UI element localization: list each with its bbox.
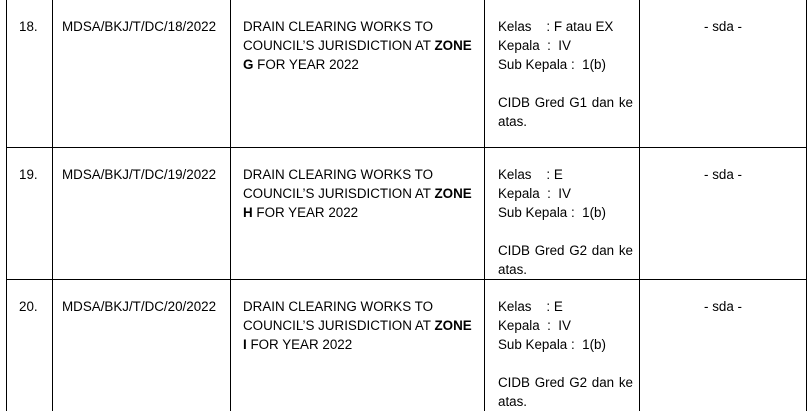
sub-kepala-line: Sub Kepala : 1(b) <box>498 205 606 220</box>
remark: - sda - <box>704 167 742 182</box>
cidb-grade: CIDB Gred G2 dan ke atas. <box>498 375 633 409</box>
tender-table <box>6 0 807 411</box>
tender-title <box>231 0 484 74</box>
reference-cell <box>53 280 231 411</box>
cidb-grade: CIDB Gred G2 dan ke atas. <box>498 243 633 277</box>
requirements-cell <box>485 280 640 411</box>
table-row <box>7 0 807 148</box>
title-year: FOR YEAR 2022 <box>246 337 353 352</box>
spacer <box>498 354 633 373</box>
remark: - sda - <box>704 19 742 34</box>
kelas-line: Kelas : F atau EX <box>498 19 614 34</box>
title-cell <box>231 0 485 148</box>
remark-cell <box>640 0 807 148</box>
tender-title <box>231 280 484 354</box>
title-year: FOR YEAR 2022 <box>253 57 359 72</box>
requirements <box>485 0 639 131</box>
spacer <box>498 222 633 241</box>
item-number: 20. <box>19 299 38 314</box>
item-number: 18. <box>19 19 38 34</box>
sub-kepala-line: Sub Kepala : 1(b) <box>498 337 606 352</box>
zone-label: ZONE G <box>243 38 472 72</box>
reference-number: MDSA/BKJ/T/DC/18/2022 <box>62 19 217 34</box>
kepala-line: Kepala : IV <box>498 38 571 53</box>
title-year: FOR YEAR 2022 <box>252 205 359 220</box>
zone-label: ZONE H <box>243 186 472 220</box>
title-cell <box>231 148 485 280</box>
requirements <box>485 280 639 411</box>
table-row <box>7 148 807 280</box>
kelas-line: Kelas : E <box>498 167 563 182</box>
remark-cell <box>640 148 807 280</box>
cidb-grade: CIDB Gred G1 dan ke atas. <box>498 95 633 129</box>
reference-cell <box>53 148 231 280</box>
kepala-line: Kepala : IV <box>498 186 571 201</box>
item-number-cell <box>7 280 53 411</box>
kepala-line: Kepala : IV <box>498 318 571 333</box>
title-cell <box>231 280 485 411</box>
reference-cell <box>53 0 231 148</box>
item-number-cell <box>7 148 53 280</box>
title-text: DRAIN CLEARING WORKS TO COUNCIL’S JURISDICTION AT <box>243 167 435 201</box>
reference-number: MDSA/BKJ/T/DC/19/2022 <box>62 167 217 182</box>
item-number-cell <box>7 0 53 148</box>
sub-kepala-line: Sub Kepala : 1(b) <box>498 57 606 72</box>
title-text: DRAIN CLEARING WORKS TO COUNCIL’S JURISDICTION AT <box>243 19 435 53</box>
requirements <box>485 148 639 279</box>
title-text: DRAIN CLEARING WORKS TO COUNCIL’S JURISDICTION AT <box>243 299 435 333</box>
remark-cell <box>640 280 807 411</box>
zone-label: ZONE I <box>243 318 472 352</box>
spacer <box>498 74 633 93</box>
requirements-cell <box>485 148 640 280</box>
item-number: 19. <box>19 167 38 182</box>
kelas-line: Kelas : E <box>498 299 563 314</box>
tender-title <box>231 148 484 222</box>
reference-number: MDSA/BKJ/T/DC/20/2022 <box>62 299 217 314</box>
remark: - sda - <box>704 299 742 314</box>
table-row <box>7 280 807 411</box>
requirements-cell <box>485 0 640 148</box>
